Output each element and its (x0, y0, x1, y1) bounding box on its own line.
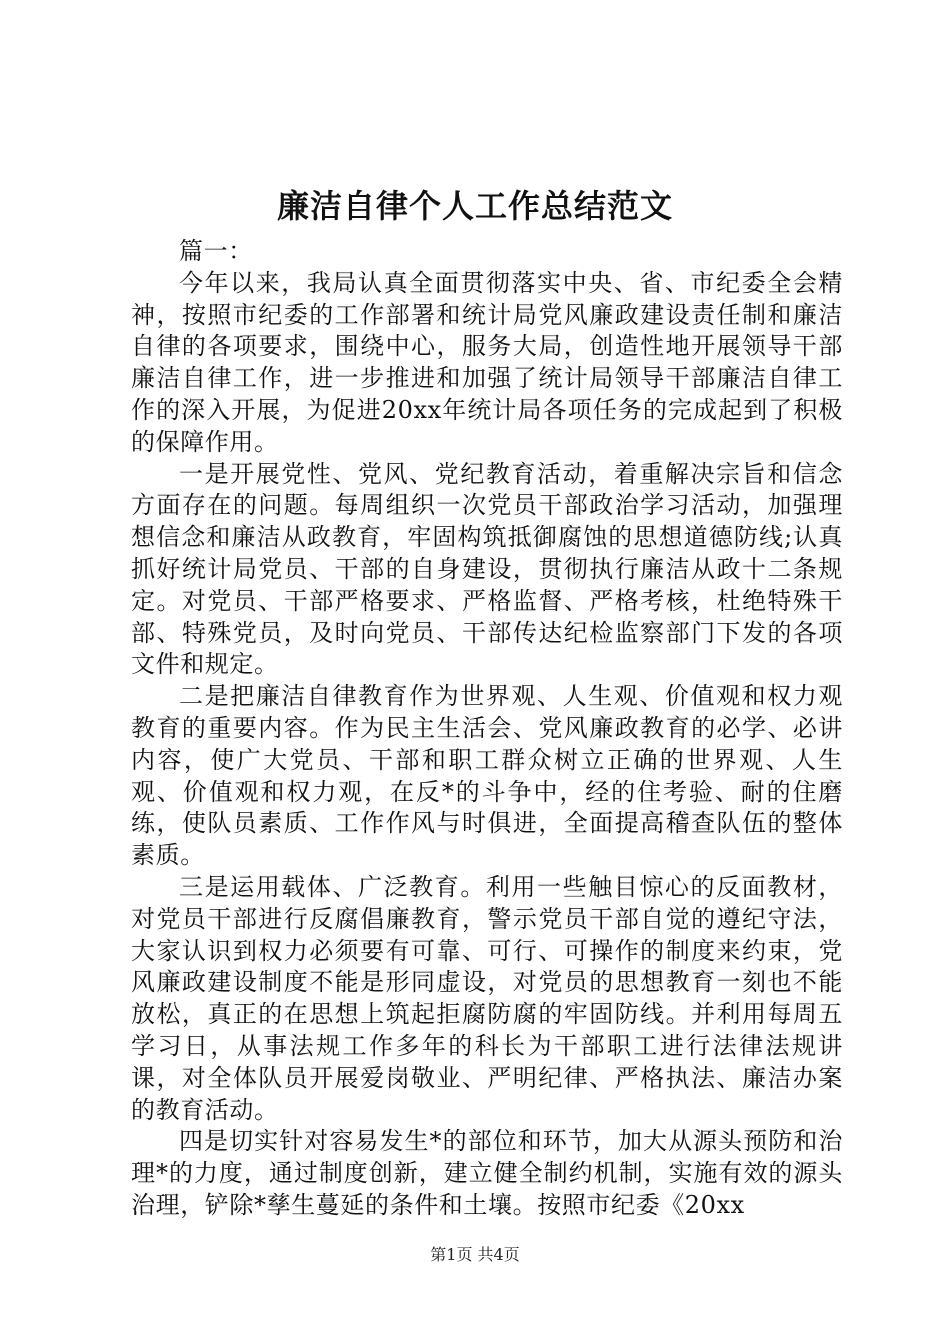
page-footer: 第1页 共4页 (430, 1245, 520, 1264)
document-title: 廉洁自律个人工作总结范文 (276, 187, 673, 225)
paragraph-intro: 今年以来，我局认真全面贯彻落实中央、省、市纪委全会精神，按照市纪委的工作部署和统计局党风廉政建设责任制和廉洁自律的各项要求，围绕中心，服务大局，创造性地开展领导干部廉洁自律工作，进一步推进和加强了统计局领导干部廉洁自律工作的深入开展，为促进20xx年统计局各项任务的完成起到了积极的保障作用。 (131, 268, 843, 456)
document-body (131, 236, 843, 1222)
section-heading: 篇一： (179, 237, 253, 265)
paragraph-item-4: 四是切实针对容易发生*的部位和环节，加大从源头预防和治理*的力度，通过制度创新，建立健全制约机制，实施有效的源头治理，铲除*孳生蔓延的条件和土壤。按照市纪委《20xx (131, 1127, 843, 1219)
paragraph-item-3: 三是运用载体、广泛教育。利用一些触目惊心的反面教材，对党员干部进行反腐倡廉教育，警示党员干部自觉的遵纪守法，大家认识到权力必须要有可靠、可行、可操作的制度来约束，党风廉政建设制度不能是形同虚设，对党员的思想教育一刻也不能放松，真正的在思想上筑起拒腐防腐的牢固防线。并利用每周五学习日，从事法规工作多年的科长为干部职工进行法律法规讲课，对全体队员开展爱岗敬业、严明纪律、严格执法、廉洁办案的教育活动。 (131, 872, 843, 1124)
paragraph-item-1: 一是开展党性、党风、党纪教育活动，着重解决宗旨和信念方面存在的问题。每周组织一次党员干部政治学习活动，加强理想信念和廉洁从政教育，牢固构筑抵御腐蚀的思想道德防线;认真抓好统计局党员、干部的自身建设，贯彻执行廉洁从政十二条规定。对党员、干部严格要求、严格监督、严格考核，杜绝特殊干部、特殊党员，及时向党员、干部传达纪检监察部门下发的各项文件和规定。 (131, 459, 843, 679)
paragraph-item-2: 二是把廉洁自律教育作为世界观、人生观、价值观和权力观教育的重要内容。作为民主生活会、党风廉政教育的必学、必讲内容，使广大党员、干部和职工群众树立正确的世界观、人生观、价值观和权力观，在反*的斗争中，经的住考验、耐的住磨练，使队员素质、工作作风与时俱进，全面提高稽查队伍的整体素质。 (131, 682, 843, 870)
